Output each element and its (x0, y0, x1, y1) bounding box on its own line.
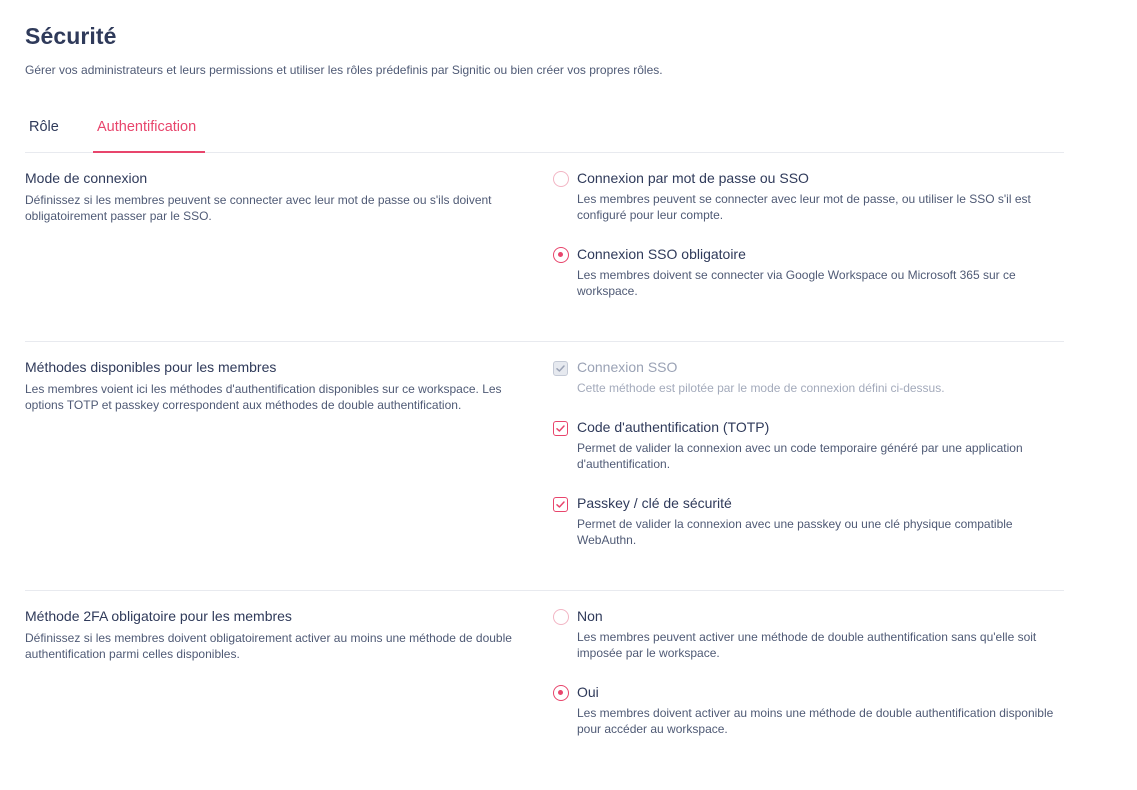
section-available-methods (25, 341, 1064, 590)
option-description: Les membres doivent activer au moins une méthode de double authentification disponible pour accéder au workspace. (577, 706, 1054, 736)
tab-role[interactable] (25, 104, 85, 153)
checkbox-passkey[interactable] (553, 497, 568, 512)
option-label: Passkey / clé de sécurité (577, 495, 732, 511)
tab-authentification-label: Authentification (97, 119, 197, 135)
radio-2fa-yes[interactable] (553, 685, 569, 701)
section-mandatory-2fa (25, 590, 1064, 780)
option-description: Les membres peuvent se connecter avec leur mot de passe, ou utiliser le SSO s'il est configuré pour leur compte. (577, 192, 1031, 222)
option-sso-method (552, 359, 1064, 399)
section-description: Définissez si les membres doivent obligatoirement activer au moins une méthode de double authentification parmi celles disponibles. (25, 631, 512, 661)
checkbox-totp[interactable] (553, 421, 568, 436)
option-label: Code d'authentification (TOTP) (577, 419, 770, 435)
option-totp[interactable] (552, 419, 1064, 479)
option-label: Non (577, 608, 603, 624)
section-title: Mode de connexion (25, 170, 148, 186)
option-label: Oui (577, 684, 599, 700)
section-title: Méthode 2FA obligatoire pour les membres (25, 608, 292, 624)
tab-authentification[interactable] (93, 104, 205, 153)
radio-password-or-sso[interactable] (553, 171, 569, 187)
radio-2fa-no[interactable] (553, 609, 569, 625)
checkbox-sso-method (553, 361, 568, 376)
check-icon (555, 363, 566, 374)
option-description: Cette méthode est pilotée par le mode de connexion défini ci-dessus. (577, 381, 945, 395)
section-description: Les membres voient ici les méthodes d'authentification disponibles sur ce workspace. Les options TOTP et passkey correspondent aux méthodes de double authentification. (25, 382, 502, 412)
option-label: Connexion par mot de passe ou SSO (577, 170, 809, 186)
section-title: Méthodes disponibles pour les membres (25, 359, 277, 375)
section-description: Définissez si les membres peuvent se connecter avec leur mot de passe ou s'ils doivent obligatoirement passer par le SSO. (25, 193, 492, 223)
option-description: Permet de valider la connexion avec un code temporaire généré par une application d'authentification. (577, 441, 1023, 471)
option-label: Connexion SSO obligatoire (577, 246, 746, 262)
radio-sso-mandatory[interactable] (553, 247, 569, 263)
option-description: Les membres peuvent activer une méthode de double authentification sans qu'elle soit imposée par le workspace. (577, 630, 1037, 660)
option-2fa-no[interactable] (552, 608, 1064, 668)
section-connection-mode (25, 153, 1064, 341)
tab-role-label: Rôle (29, 119, 59, 135)
option-description: Permet de valider la connexion avec une passkey ou une clé physique compatible WebAuthn. (577, 517, 1013, 547)
page-subtitle: Gérer vos administrateurs et leurs permissions et utiliser les rôles prédefinis par Signitic ou bien créer vos propres rôles. (25, 63, 663, 77)
option-password-or-sso[interactable] (552, 170, 1064, 230)
check-icon (555, 499, 566, 510)
tab-bar (25, 104, 1064, 153)
option-description: Les membres doivent se connecter via Google Workspace ou Microsoft 365 sur ce workspace. (577, 268, 1016, 298)
page-title: Sécurité (25, 23, 117, 49)
option-sso-mandatory[interactable] (552, 246, 1064, 306)
option-passkey[interactable] (552, 495, 1064, 555)
check-icon (555, 423, 566, 434)
option-label: Connexion SSO (577, 359, 678, 375)
option-2fa-yes[interactable] (552, 684, 1064, 744)
